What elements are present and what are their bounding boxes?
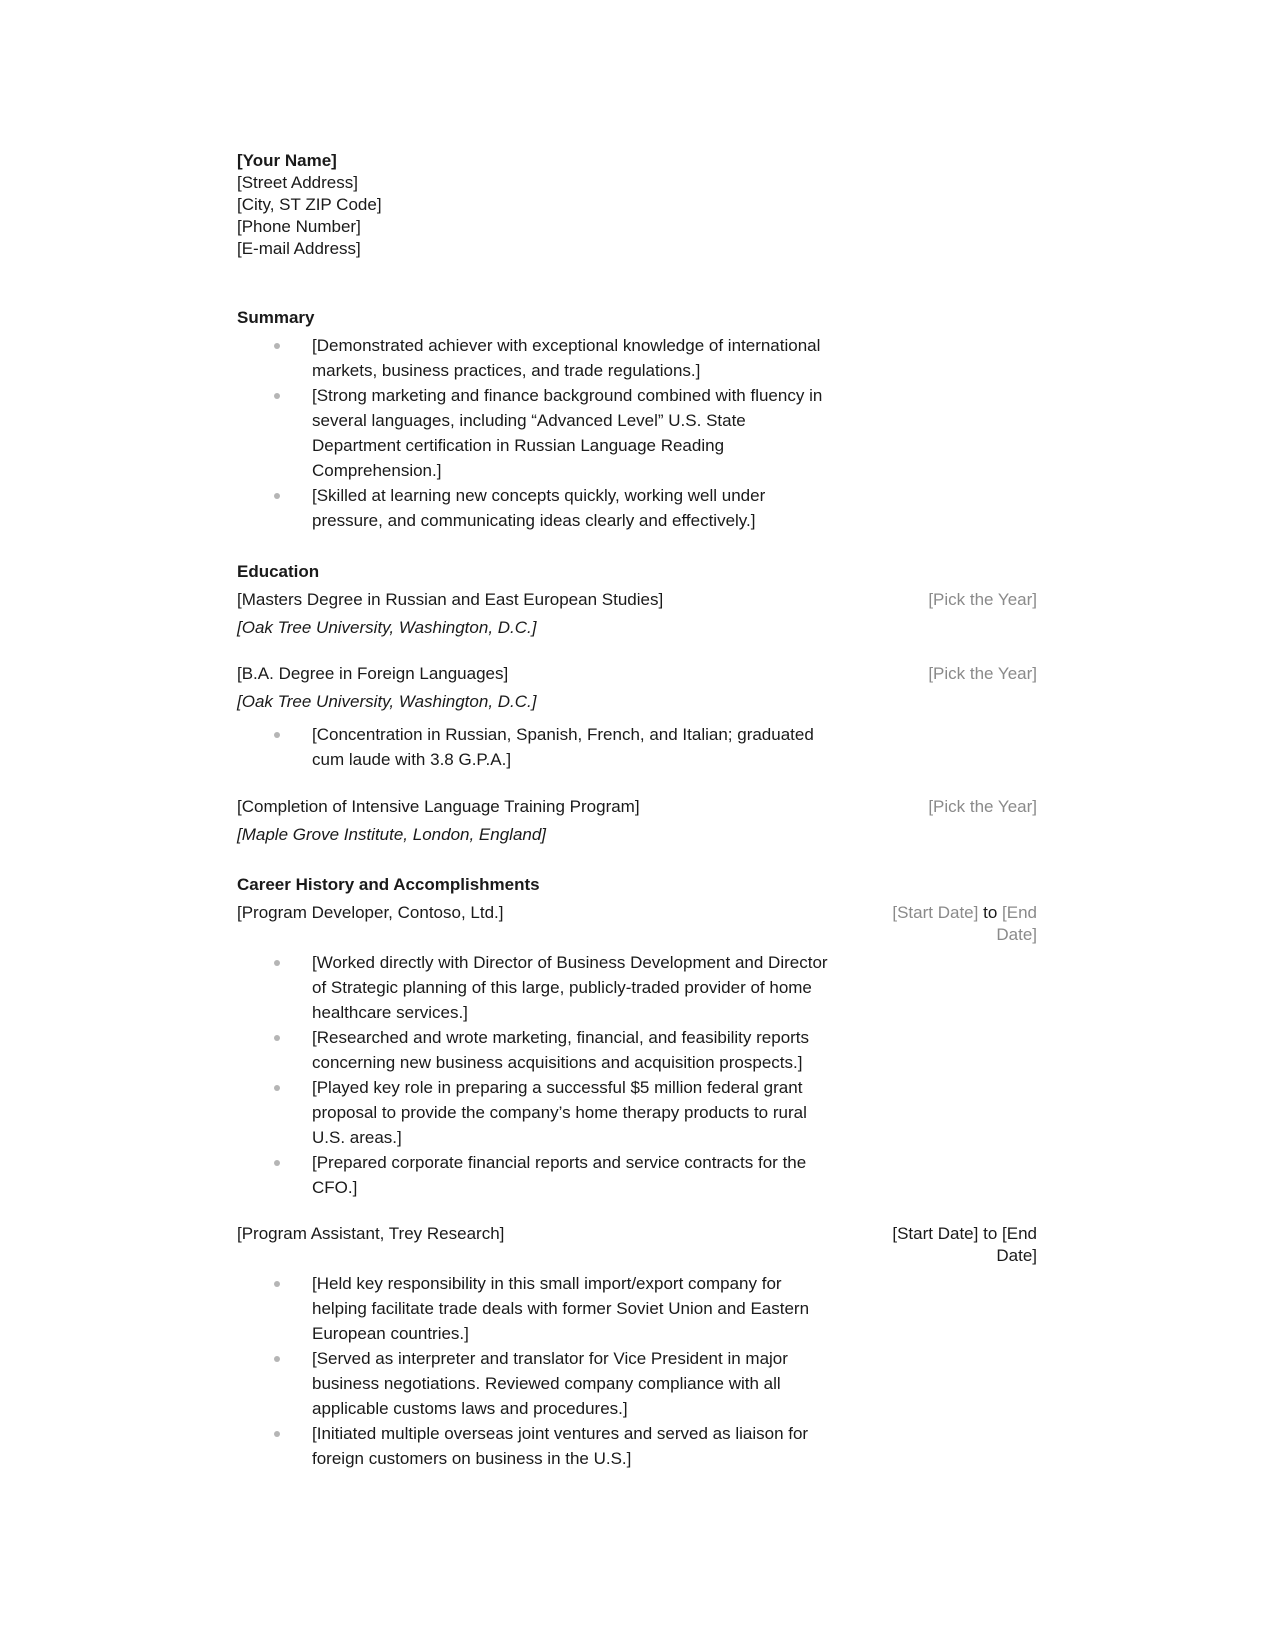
summary-item-text: [Skilled at learning new concepts quickly, working well under pressure, and communicating ideas clearly and effectively.]: [312, 486, 766, 530]
education-bullet[interactable]: [237, 722, 837, 772]
start-date[interactable]: [Start Date]: [892, 903, 979, 922]
job-bullet[interactable]: [237, 1346, 837, 1421]
job-bullet-text: [Played key role in preparing a successful $5 million federal grant proposal to provide the company’s home therapy products to rural U.S. areas.]: [312, 1078, 807, 1147]
job-entry: [237, 1223, 1037, 1471]
job-bullet[interactable]: [237, 1150, 837, 1200]
degree-year[interactable]: [Pick the Year]: [928, 590, 1037, 609]
education-entry: [237, 663, 1037, 772]
job-bullet[interactable]: [237, 1025, 837, 1075]
start-date[interactable]: [Start Date]: [892, 1224, 979, 1243]
job-title[interactable]: [Program Assistant, Trey Research]: [237, 1224, 505, 1243]
job-bullet[interactable]: [237, 1271, 837, 1346]
job-bullet-text: [Prepared corporate financial reports and service contracts for the CFO.]: [312, 1153, 807, 1197]
job-dates: [877, 1223, 1037, 1267]
end-date[interactable]: [End Date]: [996, 1224, 1037, 1265]
job-bullet-text: [Served as interpreter and translator for Vice President in major business negotiations. Reviewed company compliance with all applicable customs laws and procedures.]: [312, 1349, 788, 1418]
date-to: to: [983, 1224, 998, 1243]
contact-street[interactable]: [Street Address]: [237, 173, 358, 192]
bullet-icon: [274, 1160, 280, 1166]
career-section: [237, 874, 1037, 1471]
bullet-icon: [274, 1431, 280, 1437]
education-entry: [237, 589, 1037, 639]
education-row: [237, 589, 1037, 611]
degree-title[interactable]: [Completion of Intensive Language Training Program]: [237, 797, 640, 816]
education-bullet-text: [Concentration in Russian, Spanish, French, and Italian; graduated cum laude with 3.8 G.P.A.]: [312, 725, 814, 769]
education-section: [237, 561, 1037, 846]
contact-phone[interactable]: [Phone Number]: [237, 217, 361, 236]
bullet-icon: [274, 343, 280, 349]
summary-list: [237, 333, 1037, 533]
school-name[interactable]: [Oak Tree University, Washington, D.C.]: [237, 692, 537, 711]
job-entry: [237, 902, 1037, 1200]
job-bullets: [237, 950, 1037, 1200]
career-heading: Career History and Accomplishments: [237, 875, 540, 894]
job-bullet[interactable]: [237, 950, 837, 1025]
resume-page: [237, 150, 1037, 1471]
job-title[interactable]: [Program Developer, Contoso, Ltd.]: [237, 903, 504, 922]
education-entry: [237, 796, 1037, 846]
job-bullet[interactable]: [237, 1421, 837, 1471]
bullet-icon: [274, 493, 280, 499]
bullet-icon: [274, 732, 280, 738]
bullet-icon: [274, 1035, 280, 1041]
bullet-icon: [274, 1085, 280, 1091]
job-row: [237, 902, 1037, 946]
summary-section: [237, 307, 1037, 533]
summary-item[interactable]: [237, 383, 837, 483]
job-bullets: [237, 1271, 1037, 1471]
education-row: [237, 796, 1037, 818]
school-name[interactable]: [Maple Grove Institute, London, England]: [237, 825, 547, 844]
summary-item[interactable]: [237, 483, 837, 533]
degree-year[interactable]: [Pick the Year]: [928, 797, 1037, 816]
bullet-icon: [274, 393, 280, 399]
contact-city[interactable]: [City, ST ZIP Code]: [237, 195, 382, 214]
contact-name[interactable]: [Your Name]: [237, 151, 337, 170]
education-row: [237, 663, 1037, 685]
job-bullet[interactable]: [237, 1075, 837, 1150]
job-bullet-text: [Held key responsibility in this small import/export company for helping facilitate trade deals with former Soviet Union and Eastern European countries.]: [312, 1274, 810, 1343]
end-date[interactable]: [End Date]: [996, 903, 1037, 944]
summary-item-text: [Strong marketing and finance background combined with fluency in several languages, including “Advanced Level” U.S. State Department certification in Russian Language Reading Comprehension.]: [312, 386, 823, 480]
bullet-icon: [274, 1356, 280, 1362]
job-bullet-text: [Worked directly with Director of Business Development and Director of Strategic planning of this large, publicly-traded provider of home healthcare services.]: [312, 953, 828, 1022]
job-bullet-text: [Initiated multiple overseas joint ventures and served as liaison for foreign customers on business in the U.S.]: [312, 1424, 809, 1468]
date-to: to: [983, 903, 998, 922]
bullet-icon: [274, 1281, 280, 1287]
degree-year[interactable]: [Pick the Year]: [928, 664, 1037, 683]
summary-heading: Summary: [237, 308, 315, 327]
job-bullet-text: [Researched and wrote marketing, financial, and feasibility reports concerning new business acquisitions and acquisition prospects.]: [312, 1028, 810, 1072]
bullet-icon: [274, 960, 280, 966]
school-name[interactable]: [Oak Tree University, Washington, D.C.]: [237, 618, 537, 637]
education-heading: Education: [237, 562, 320, 581]
contact-block: [237, 150, 1037, 260]
degree-title[interactable]: [Masters Degree in Russian and East European Studies]: [237, 590, 664, 609]
degree-title[interactable]: [B.A. Degree in Foreign Languages]: [237, 664, 509, 683]
job-dates: [877, 902, 1037, 946]
summary-item[interactable]: [237, 333, 837, 383]
summary-item-text: [Demonstrated achiever with exceptional knowledge of international markets, business practices, and trade regulations.]: [312, 336, 821, 380]
education-bullets: [237, 722, 1037, 772]
job-row: [237, 1223, 1037, 1267]
contact-email[interactable]: [E-mail Address]: [237, 239, 361, 258]
